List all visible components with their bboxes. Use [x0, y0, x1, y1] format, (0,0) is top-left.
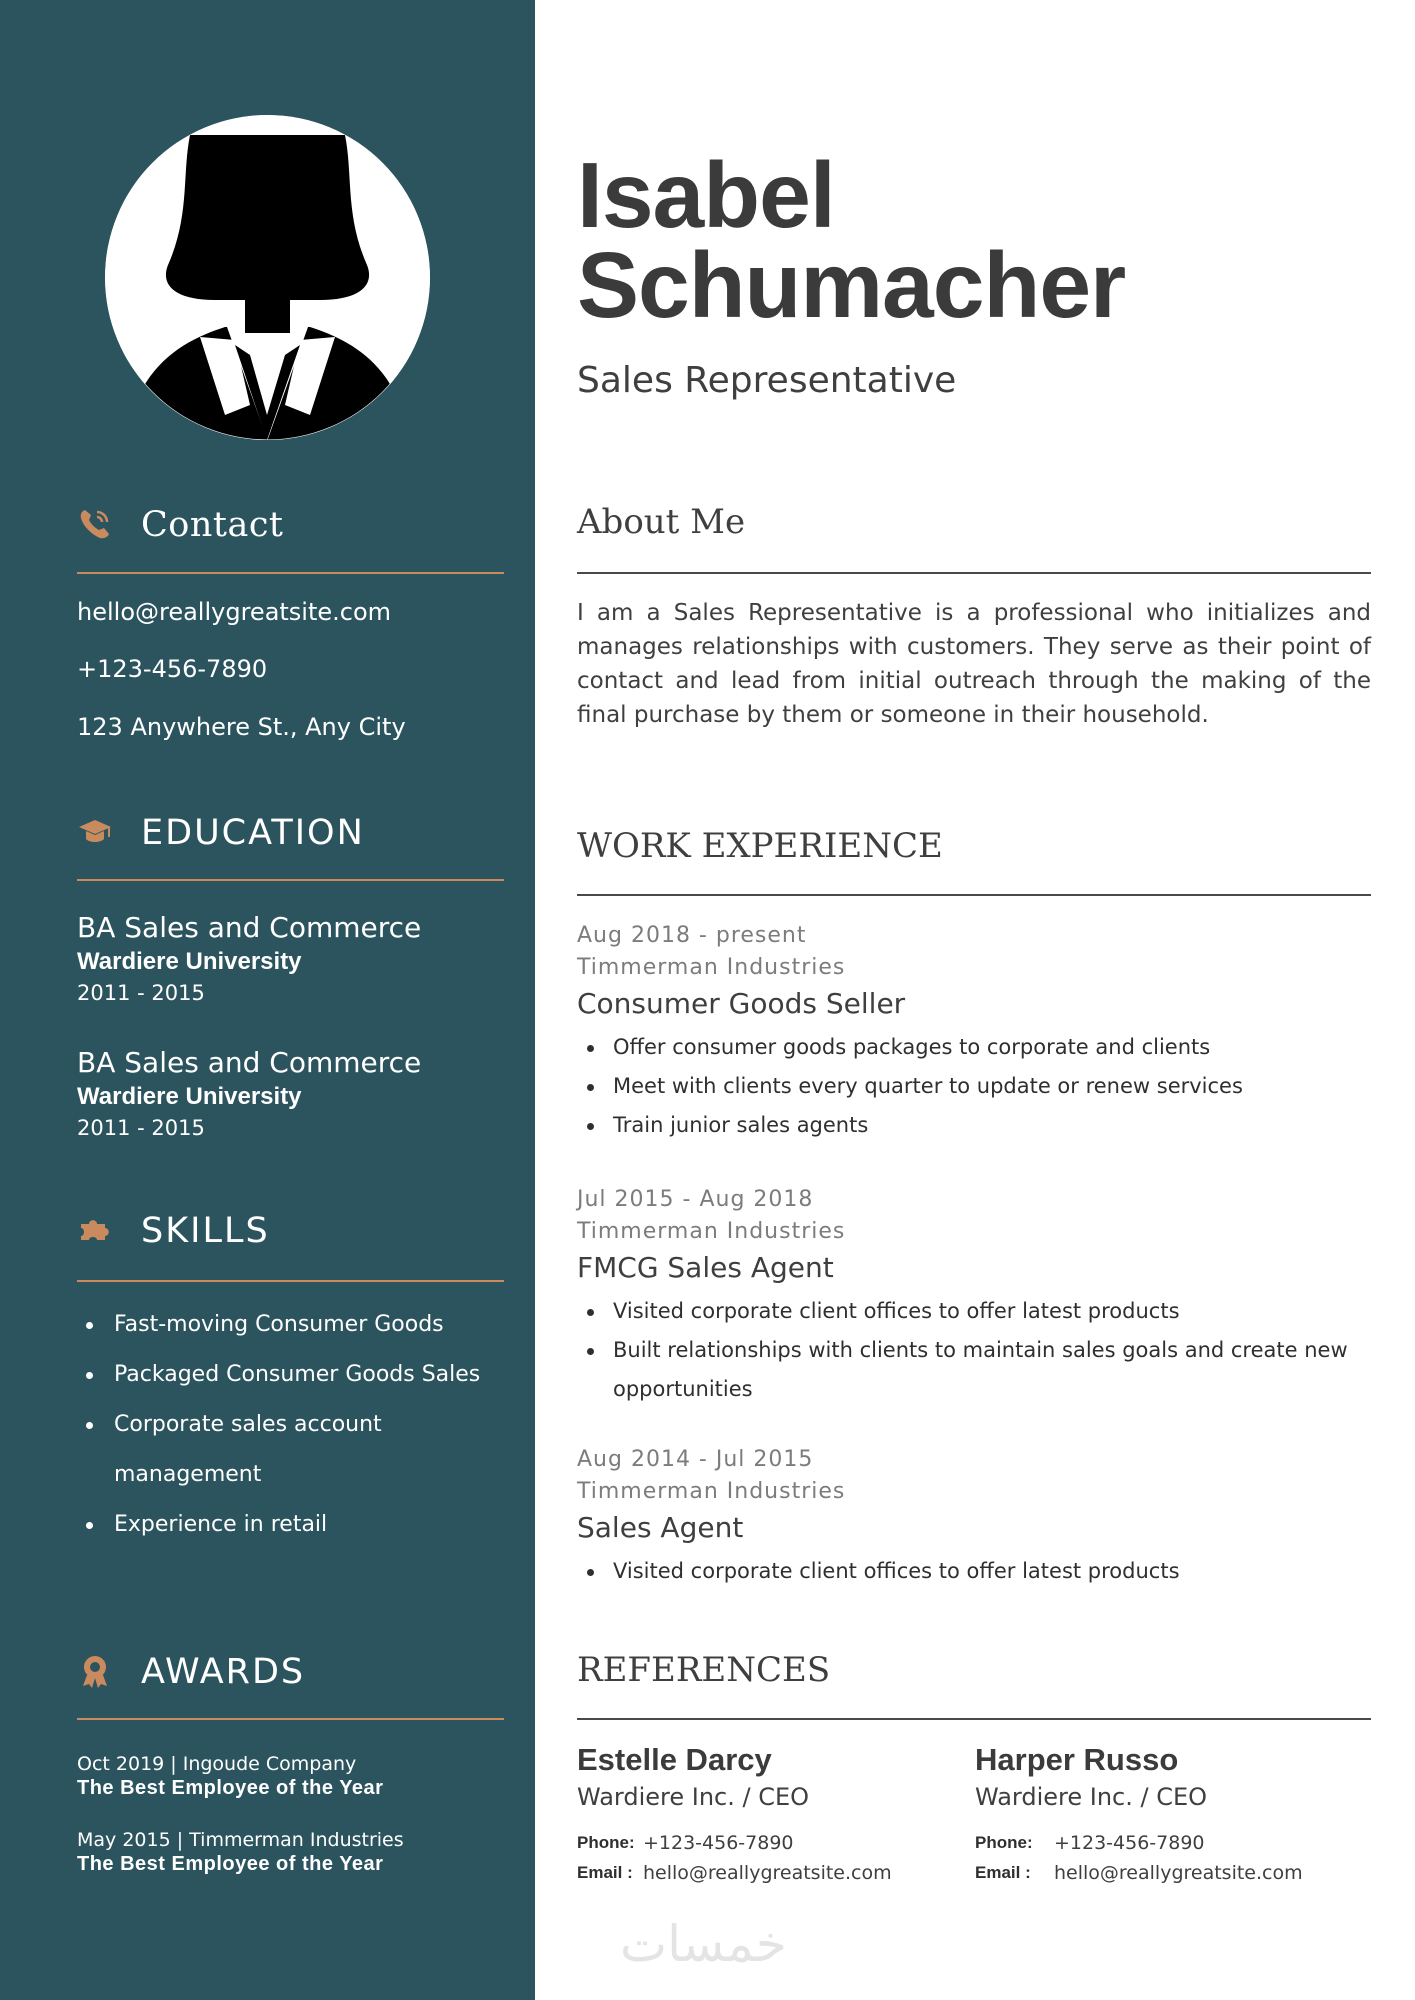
- reference-phone[interactable]: +123-456-7890: [1054, 1832, 1205, 1854]
- job-company: Timmerman Industries: [577, 1219, 846, 1244]
- contact-divider: [77, 572, 504, 574]
- job-bullet: Visited corporate client offices to offer latest products: [577, 1552, 1371, 1591]
- education-degree: BA Sales and Commerce: [77, 1046, 422, 1079]
- person-silhouette-icon: [105, 115, 430, 440]
- phone-icon: [77, 506, 113, 542]
- job-role: Sales Representative: [577, 360, 957, 401]
- skills-heading: [77, 1206, 504, 1256]
- reference-phone-row: [975, 1828, 1365, 1858]
- first-name: Isabel: [577, 143, 835, 247]
- job-title: Consumer Goods Seller: [577, 987, 906, 1020]
- award-title: The Best Employee of the Year: [77, 1777, 384, 1799]
- reference-phone-row: [577, 1828, 967, 1858]
- job-bullets: [577, 1028, 1371, 1145]
- education-divider: [77, 879, 504, 881]
- award-date-org: May 2015 | Timmerman Industries: [77, 1829, 404, 1851]
- job-company: Timmerman Industries: [577, 1479, 846, 1504]
- job-title: Sales Agent: [577, 1511, 744, 1544]
- job-bullet: Offer consumer goods packages to corporate and clients: [577, 1028, 1371, 1067]
- award-date-org: Oct 2019 | Ingoude Company: [77, 1753, 357, 1775]
- job-dates: Aug 2018 - present: [577, 923, 807, 948]
- reference-email[interactable]: hello@reallygreatsite.com: [643, 1862, 892, 1884]
- reference-card: [975, 1740, 1365, 1888]
- job-company: Timmerman Industries: [577, 955, 846, 980]
- last-name: Schumacher: [577, 233, 1126, 337]
- job-entry: [577, 920, 1371, 1145]
- skill-item: Packaged Consumer Goods Sales: [77, 1350, 507, 1400]
- references-heading: REFERENCES: [577, 1650, 831, 1690]
- skills-divider: [77, 1280, 504, 1282]
- award-title: The Best Employee of the Year: [77, 1853, 384, 1875]
- award-item: [77, 1752, 517, 1800]
- puzzle-icon: [77, 1212, 113, 1248]
- skills-title: SKILLS: [141, 1211, 270, 1251]
- job-dates: Jul 2015 - Aug 2018: [577, 1187, 814, 1212]
- watermark-logo: خمسات: [620, 1915, 787, 1973]
- reference-email-row: [577, 1858, 967, 1888]
- graduation-cap-icon: [77, 814, 113, 850]
- reference-company: Wardiere Inc. / CEO: [975, 1783, 1208, 1811]
- job-bullets: [577, 1292, 1371, 1409]
- contact-title: Contact: [141, 505, 284, 545]
- education-years: 2011 - 2015: [77, 1116, 205, 1140]
- education-school: Wardiere University: [77, 948, 302, 975]
- awards-divider: [77, 1718, 504, 1720]
- education-heading: [77, 808, 504, 858]
- about-text: I am a Sales Representative is a professional who initializes and manages relationships with customers. They serve as their point of contact and lead from initial outreach through the making of the final purchase by them or someone in their household.: [577, 600, 1371, 728]
- job-bullets: [577, 1552, 1371, 1591]
- reference-email[interactable]: hello@reallygreatsite.com: [1054, 1862, 1303, 1884]
- phone-label: Phone:: [975, 1833, 1033, 1852]
- reference-card: [577, 1740, 967, 1888]
- awards-title: AWARDS: [141, 1652, 306, 1692]
- skills-list: [77, 1300, 507, 1550]
- education-degree: BA Sales and Commerce: [77, 911, 422, 944]
- job-entry: [577, 1444, 1371, 1591]
- email-label: Email :: [577, 1863, 633, 1882]
- job-bullet: Train junior sales agents: [577, 1106, 1371, 1145]
- job-title: FMCG Sales Agent: [577, 1251, 834, 1284]
- phone-label: Phone:: [577, 1833, 635, 1852]
- reference-phone[interactable]: +123-456-7890: [643, 1832, 794, 1854]
- reference-name: Estelle Darcy: [577, 1742, 772, 1777]
- main-content: [535, 0, 1415, 2000]
- contact-address: 123 Anywhere St., Any City: [77, 713, 406, 741]
- award-rosette-icon: [77, 1653, 113, 1689]
- about-divider: [577, 572, 1371, 574]
- reference-company: Wardiere Inc. / CEO: [577, 1783, 810, 1811]
- email-label: Email :: [975, 1863, 1031, 1882]
- education-years: 2011 - 2015: [77, 981, 205, 1005]
- reference-email-row: [975, 1858, 1365, 1888]
- references-divider: [577, 1718, 1371, 1720]
- education-item: [77, 1045, 517, 1143]
- job-bullet: Visited corporate client offices to offer latest products: [577, 1292, 1371, 1331]
- job-dates: Aug 2014 - Jul 2015: [577, 1447, 814, 1472]
- work-experience-divider: [577, 894, 1371, 896]
- contact-email[interactable]: hello@reallygreatsite.com: [77, 598, 392, 626]
- reference-name: Harper Russo: [975, 1742, 1179, 1777]
- contact-heading: [77, 500, 504, 550]
- education-school: Wardiere University: [77, 1083, 302, 1110]
- work-experience-heading: WORK EXPERIENCE: [577, 826, 943, 866]
- contact-phone[interactable]: +123-456-7890: [77, 655, 268, 683]
- awards-heading: [77, 1647, 504, 1697]
- education-item: [77, 910, 517, 1008]
- job-bullet: Meet with clients every quarter to update or renew services: [577, 1067, 1371, 1106]
- skill-item: Experience in retail: [77, 1500, 507, 1550]
- sidebar: [0, 0, 535, 2000]
- job-bullet: Built relationships with clients to maintain sales goals and create new opportunities: [577, 1331, 1371, 1409]
- award-item: [77, 1828, 517, 1876]
- skill-item: Fast-moving Consumer Goods: [77, 1300, 507, 1350]
- skill-item: Corporate sales account management: [77, 1400, 507, 1500]
- avatar: [105, 115, 430, 440]
- full-name: [577, 143, 1126, 337]
- education-title: EDUCATION: [141, 813, 365, 853]
- about-heading: About Me: [577, 502, 746, 542]
- job-entry: [577, 1184, 1371, 1409]
